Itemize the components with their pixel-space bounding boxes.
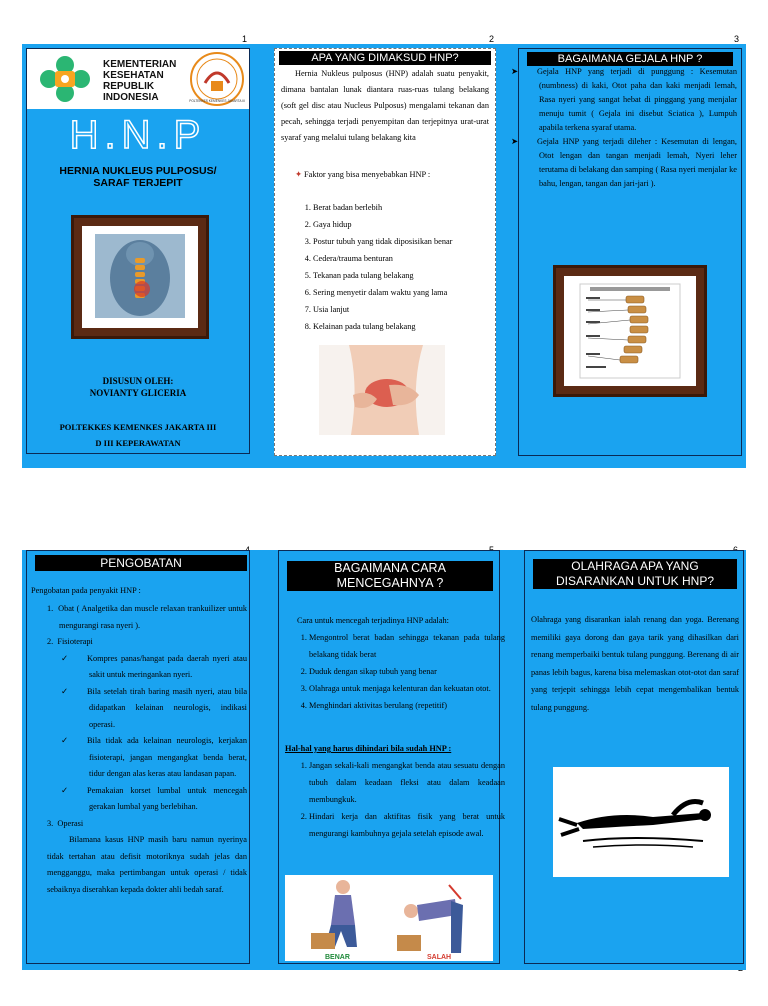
check-icon: ✓ <box>61 736 68 745</box>
list-item: 4. Menghindari aktivitas berulang (repetitif) <box>309 697 505 714</box>
page-number-2: 2 <box>489 34 495 44</box>
page-number-1: 1 <box>242 34 248 44</box>
sports-paragraph: Olahraga yang disarankan ialah renang dan yoga. Berenang memiliki gaya dorong dan gaya tarik yang dihasilkan dari renang memperbaiki bentuk tulang punggung. Berenang di air panas lebih bagus, karena bisa melemaskan otot-otot dan saraf yang terjepit sehingga lebih cepat mengembalikan bentuk tulang punggung. <box>531 615 739 712</box>
list-item: 8. Kelainan pada tulang belakang <box>313 318 507 335</box>
acronym-title: H.N.P <box>69 113 207 157</box>
symptoms-list <box>511 65 737 191</box>
correct-label: BENAR <box>325 954 350 961</box>
list-item: ✓ Kompres panas/hangat pada daerah nyeri atau sakit untuk meringankan nyeri. <box>31 651 247 684</box>
poltekkes-seal-icon <box>187 51 247 107</box>
definition-panel <box>274 48 496 456</box>
spine-xray-image <box>95 234 185 318</box>
arrow-bullet-icon: ➤ <box>511 137 518 146</box>
list-item: 4. Cedera/trauma benturan <box>313 250 507 267</box>
spine-anatomy-image <box>580 284 680 378</box>
svg-text:POLTEKKES KEMENKES JAKARTA III: POLTEKKES KEMENKES JAKARTA III <box>189 99 245 103</box>
institution-block <box>27 419 249 451</box>
sports-panel <box>524 550 744 964</box>
list-item: 5. Tekanan pada tulang belakang <box>313 267 507 284</box>
list-item: 7. Usia lanjut <box>313 301 507 318</box>
brochure-inner-side <box>22 550 746 970</box>
factors-heading: ✦ Faktor yang bisa menyebabkan HNP : <box>295 170 431 179</box>
list-item: 1. Mengontrol berat badan sehingga tekanan pada tulang belakang tidak berat <box>309 629 505 663</box>
cover-panel <box>26 48 250 454</box>
prevention-panel <box>278 550 505 964</box>
kemenkes-logo-text: KEMENTERIAN KESEHATAN REPUBLIK INDONESIA <box>103 59 177 103</box>
lifting-posture-image <box>285 875 493 961</box>
list-item: ✓ Pemakaian korset lumbal untuk mencegah gerakan lumbal yang berlebihan. <box>31 783 247 816</box>
avoid-heading: Hal-hal yang harus dihindari bila sudah HNP : <box>285 744 452 753</box>
author-block <box>27 375 249 399</box>
page-number-3: 3 <box>734 34 740 44</box>
list-item: 2. Fisioterapi <box>47 637 93 646</box>
list-item: ✓ Bila setelah tirah baring masih nyeri, atau bila didapatkan kelainan neurologis, indikasi operasi. <box>31 684 247 734</box>
list-item: 3. Postur tubuh yang tidak diposisikan benar <box>313 233 507 250</box>
treatment-panel <box>26 550 250 964</box>
spine-picture-frame <box>71 215 209 339</box>
prevention-title: BAGAIMANA CARA MENCEGAHNYA ? <box>287 561 493 591</box>
check-icon: ✓ <box>61 686 68 696</box>
list-item: 2. Hindari kerja dan aktifitas fisik yang berat untuk mengurangi kambuhnya gejala setelah episode awal. <box>309 808 505 842</box>
definition-paragraph: Hernia Nukleus pulposus (HNP) adalah suatu penyakit, dimana bantalan lunak diantara ruas-ruas tulang belakang (soft gel disc atau Nucleus Pulposus) mengalami tekanan dan pecah, sehingga terjadi penyempitan dan terjepitnya urat-urat syaraf yang melalui tulang belakang kita <box>281 69 489 142</box>
avoid-list <box>297 757 505 842</box>
author-name: NOVIANTY GLICERIA <box>89 388 187 398</box>
list-item: 3. Olahraga untuk menjaga kelenturan dan kekuatan otot. <box>309 680 505 697</box>
list-item: ➤ Gejala HNP yang terjadi di punggung : Kesemutan (numbness) di kaki, Otot paha dan kaki menjadi lemah, Rasa nyeri yang sangat hebat di pinggang yang menjalar menuju tumit ( Gejala ini disebut Sciatica ), Lumpuh apabila terkena syaraf utama. <box>511 67 737 132</box>
treatment-list <box>31 601 247 898</box>
bullet-icon: ✦ <box>295 170 302 179</box>
list-item: 1. Obat ( Analgetika dan muscle relaxan trankuilizer untuk mengurangi rasa nyeri ). <box>47 604 247 630</box>
brochure-outer-side <box>22 44 746 468</box>
back-pain-image <box>319 345 445 435</box>
treatment-intro: Pengobatan pada penyakit HNP : <box>31 586 141 595</box>
symptoms-title: BAGAIMANA GEJALA HNP ? <box>527 52 733 66</box>
treatment-title: PENGOBATAN <box>35 555 247 571</box>
author-label: DISUSUN OLEH: <box>102 376 174 386</box>
factors-list <box>295 199 507 335</box>
prevention-list <box>297 629 505 714</box>
institution-line-2: D III KEPERAWATAN <box>95 438 181 448</box>
list-item: ➤ Gejala HNP yang terjadi dileher : Kesemutan di lengan, Otot lengan dan tangan menjadi lemah, Nyeri leher terutama di belakang dan samping ( Rasa nyeri menjalar ke bahu, lengan, tangan dan jari-jari ). <box>511 137 737 188</box>
list-item: 2. Gaya hidup <box>313 216 507 233</box>
check-icon: ✓ <box>61 653 68 663</box>
list-item: 1. Jangan sekali-kali mengangkat benda atau sesuatu dengan tubuh dalam keadaan fleksi atau dalam keadaan membungkuk. <box>309 757 505 808</box>
check-icon: ✓ <box>61 785 68 795</box>
spine-chart-picture-frame <box>553 265 707 397</box>
symptoms-panel <box>511 48 742 456</box>
list-item: 2. Duduk dengan sikap tubuh yang benar <box>309 663 505 680</box>
prevention-intro: Cara untuk mencegah terjadinya HNP adalah: <box>297 616 449 625</box>
operation-text: Bilamana kasus HNP masih baru namun nyerinya tidak tertahan atau defisit motoriknya sudah jelas dan mengganggu, maka pertimbangan untuk operasi / tidak sebaiknya diserahkan kepada dokter ahli bedah saraf. <box>47 835 247 894</box>
arrow-bullet-icon: ➤ <box>511 67 518 76</box>
list-item: 6. Sering menyetir dalam waktu yang lama <box>313 284 507 301</box>
wrong-label: SALAH <box>427 954 452 961</box>
list-item: 3. Operasi <box>47 818 84 828</box>
kemenkes-logo-icon <box>35 55 99 103</box>
swimmer-image <box>553 767 729 877</box>
logo-strip <box>27 49 249 109</box>
institution-line-1: POLTEKKES KEMENKES JAKARTA III <box>59 422 217 432</box>
sports-title: OLAHRAGA APA YANG DISARANKAN UNTUK HNP? <box>533 559 737 589</box>
list-item: ✓ Bila tidak ada kelainan neurologis, kerjakan fisioterapi, jangan mengangkat benda berat, tidur dengan alas keras atau landasan papan. <box>31 733 247 783</box>
cover-subtitle: HERNIA NUKLEUS PULPOSUS/ SARAF TERJEPIT <box>59 165 217 189</box>
definition-title: APA YANG DIMAKSUD HNP? <box>279 51 491 65</box>
list-item: 1. Berat badan berlebih <box>313 199 507 216</box>
